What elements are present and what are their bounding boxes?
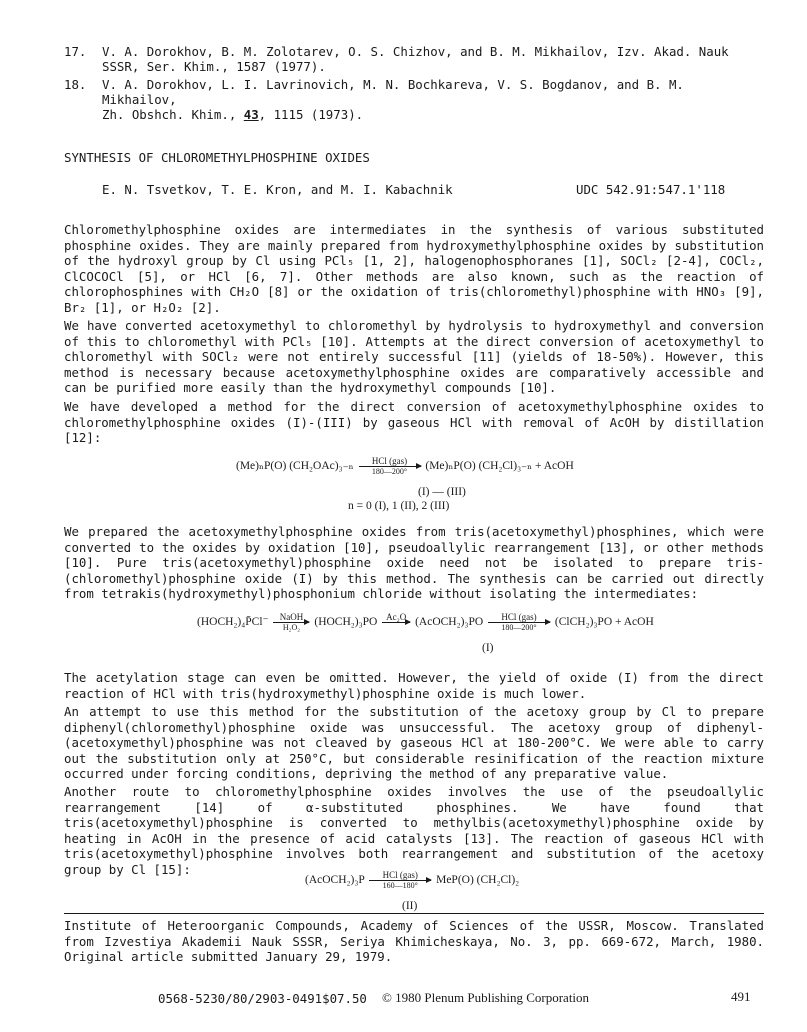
equation-3-label: (II) <box>402 900 418 912</box>
reactant: (Me)ₙP(O) (CH₂OAc)₃₋ₙ <box>236 460 354 473</box>
reaction-arrow: Ac₂O <box>382 612 410 633</box>
page-number: 491 <box>731 989 751 1004</box>
copyright-notice: © 1980 Plenum Publishing Corporation <box>382 990 590 1005</box>
paragraph-7: Another route to chloromethylphosphine oxides involves the use of the pseudoallylic rearrangement [14] of α-substituted phosphines. We have found that tris(acetoxymethyl)phosphine is converted to methylbis(acetoxymethyl)phosphine oxide by heating in AcOH in the presence of acid catalysts [13]. The reaction of gaseous HCl with tris(acetoxymethyl)phosphine involves both rearrangement and substitution of the acetoxy group by Cl [15]: <box>64 784 764 877</box>
equation-2-label: (I) <box>482 642 494 654</box>
publication-code: 0568-5230/80/2903-0491$07.50 <box>158 991 367 1006</box>
reference-number: 17. <box>64 44 87 59</box>
footnote: Institute of Heteroorganic Compounds, Academy of Sciences of the USSR, Moscow. Translated from Izvestiya Akademii Nauk SSSR, Seriya Khimicheskaya, No. 3, pp. 669-672, March, 1980. Original article submitted January 29, 1979. <box>64 918 764 965</box>
reference-text: V. A. Dorokhov, B. M. Zolotarev, O. S. Chizhov, and B. M. Mikhailov, Izv. Akad. Nauk <box>102 44 729 59</box>
paragraph-4: We prepared the acetoxymethylphosphine oxides from tris(acetoxymethyl)phosphines, which were converted to the oxides by oxidation [10], pseudoallylic rearrangement [13], or other methods [10]. Pure tris(acetoxymethyl)phosphine oxide need not be isolated to prepare tris-(chloromethyl)phosphine oxide (I) by this method. The synthesis can be carried out directly from tetrakis(hydroxymethyl)phosphonium chloride without isolating the intermediates: <box>64 524 764 602</box>
equation-3: (AcOCH₂)₃P HCl (gas) 160—180° MeP(O) (CH₂Cl)₂ <box>305 870 520 890</box>
article-title: SYNTHESIS OF CHLOROMETHYLPHOSPHINE OXIDES <box>64 150 370 165</box>
footnote-divider <box>64 913 764 914</box>
reference-number: 18. <box>64 77 87 92</box>
equation-1-label: (I) — (III) <box>418 486 466 498</box>
reaction-arrow: NaOH H₂O₂ <box>273 612 309 633</box>
reaction-arrow: HCl (gas) 180—200° <box>359 456 421 477</box>
reference-text: SSSR, Ser. Khim., 1587 (1977). <box>102 59 326 74</box>
paragraph-6: An attempt to use this method for the substitution of the acetoxy group by Cl to prepare diphenyl(chloromethyl)phosphine oxide was unsuccessful. The acetoxy group of diphenyl-(acetoxymethyl)phosphine was not cleaved by gaseous HCl at 180-200°C. We were able to carry out the substitution only at 250°C, but considerable resinification of the reaction mixture occurred under forcing conditions, depriving the method of any preparative value. <box>64 704 764 782</box>
equation-2: (HOCH₂)₄P̄Cl⁻ NaOH H₂O₂ (HOCH₂)₃PO Ac₂O (AcOCH₂)₃PO HCl (gas) 180—200° (ClCH₂)₃PO + AcOH <box>197 612 654 632</box>
reference-text: V. A. Dorokhov, L. I. Lavrinovich, M. N. Bochkareva, V. S. Bogdanov, and B. M. Mikhailov, <box>102 77 684 107</box>
article-authors: E. N. Tsvetkov, T. E. Kron, and M. I. Kabachnik <box>102 182 453 197</box>
paragraph-3: We have developed a method for the direct conversion of acetoxymethylphosphine oxides to chloromethylphosphine oxides (I)-(III) by gaseous HCl with removal of AcOH by distillation [12]: <box>64 399 764 446</box>
reference-17 <box>64 44 764 74</box>
reaction-arrow: HCl (gas) 160—180° <box>369 870 431 891</box>
product: (Me)ₙP(O) (CH₂Cl)₃₋ₙ + AcOH <box>425 460 574 473</box>
reference-18 <box>64 77 764 122</box>
reaction-arrow: HCl (gas) 180—200° <box>488 612 550 633</box>
paragraph-5: The acetylation stage can even be omitted. However, the yield of oxide (I) from the direct reaction of HCl with tris(hydroxymethyl)phosphine oxide is much lower. <box>64 670 764 701</box>
paragraph-2: We have converted acetoxymethyl to chloromethyl by hydrolysis to hydroxymethyl and conversion of this to chloromethyl with PCl₅ [10]. Attempts at the direct conversion of acetoxymethyl to chloromethyl with SOCl₂ were not entirely successful [11] (yields of 18-50%). However, this method is necessary because acetoxymethylphosphine oxides are comparatively accessible and can be purified more easily than the hydroxymethyl compounds [10]. <box>64 318 764 396</box>
equation-1 <box>236 456 574 477</box>
reference-text: Zh. Obshch. Khim., 43, 1115 (1973). <box>102 107 364 122</box>
udc-code: UDC 542.91:547.1'118 <box>576 182 726 197</box>
equation-1-condition: n = 0 (I), 1 (II), 2 (III) <box>348 500 450 512</box>
paragraph-1: Chloromethylphosphine oxides are intermediates in the synthesis of various substituted phosphine oxides. They are mainly prepared from hydroxymethylphosphine oxides by substitution of the hydroxyl group by Cl using PCl₅ [1, 2], halogenophosphoranes [1], SOCl₂ [2-4], COCl₂, ClCOCOCl [5], or HCl [6, 7]. Other methods are also known, such as the reaction of chlorophosphines with CH₂O [8] or the oxidation of tris(chloromethyl)phosphine with HNO₃ [9], Br₂ [1], or H₂O₂ [2]. <box>64 222 764 315</box>
